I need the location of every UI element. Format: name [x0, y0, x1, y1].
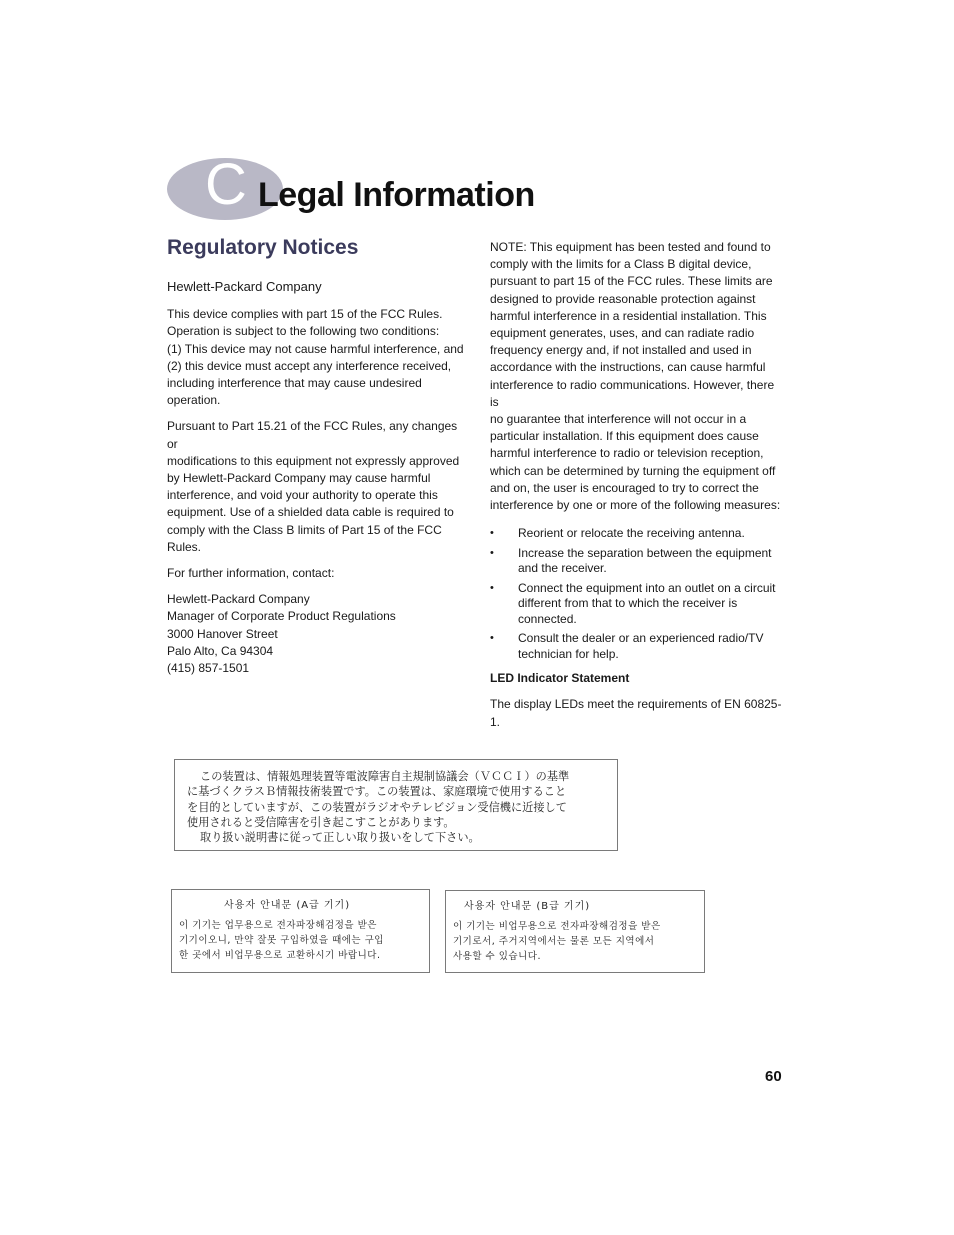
- list-item: [490, 526, 786, 542]
- vcci-notice-text: [187, 769, 615, 845]
- text-line: modifications to this equipment not expressly approved: [167, 453, 460, 468]
- text-line: 取り扱い説明書に従って正しい取り扱いをして下さい。: [200, 831, 480, 845]
- measure-text: Increase the separation between the equipment and the receiver.: [518, 545, 772, 576]
- measure-text: Connect the equipment into an outlet on a circuit different from that to which the receiver is connected.: [518, 580, 776, 626]
- list-item: [490, 546, 786, 577]
- text-line: 사용할 수 있습니다.: [453, 951, 541, 962]
- text-line: frequency energy and, if not installed and used in: [490, 343, 752, 358]
- notice-body: [453, 919, 701, 964]
- text-line: に基づくクラスＢ情報技術装置です。この装置は、家庭環境で使用すること: [187, 785, 567, 799]
- text-line: 한 곳에서 비업무용으로 교환하시기 바랍니다.: [179, 950, 381, 961]
- left-column: [167, 278, 467, 686]
- text-line: 기기이오니, 만약 잘못 구입하였을 때에는 구입: [179, 935, 384, 946]
- notice-title: 사용자 안내문 (B급 기기): [464, 901, 591, 912]
- text-line: 使用されると受信障害を引き起こすことがあります。: [187, 815, 455, 829]
- text-line: interference by one or more of the following measures:: [490, 498, 781, 513]
- measure-text: Reorient or relocate the receiving antenna.: [518, 526, 745, 541]
- text-line: この装置は、情報処理装置等電波障害自主規制協議会（ＶＣＣＩ）の基準: [200, 770, 570, 783]
- measures-list: [490, 526, 786, 662]
- text-line: particular installation. If this equipment does cause: [490, 429, 759, 444]
- text-line: designed to provide reasonable protection against: [490, 291, 756, 306]
- fcc-compliance-paragraph: [167, 306, 467, 409]
- text-line: including interference that may cause undesired: [167, 376, 422, 391]
- page-title: Legal Information: [258, 176, 535, 214]
- section-heading: Regulatory Notices: [167, 236, 359, 259]
- text-line: harmful interference in a residential installation. This: [490, 308, 767, 323]
- text-line: 이 기기는 비업무용으로 전자파장해검정을 받은: [453, 921, 661, 932]
- address-line: Manager of Corporate Product Regulations: [167, 609, 396, 624]
- text-line: operation.: [167, 393, 221, 408]
- chapter-letter: C: [205, 152, 247, 217]
- text-line: accordance with the instructions, can cause harmful: [490, 360, 766, 375]
- address-line: 3000 Hanover Street: [167, 626, 278, 641]
- text-line: interference to radio communications. However, there is: [490, 377, 775, 409]
- bullet-icon: •: [490, 527, 494, 540]
- address-line: Hewlett-Packard Company: [167, 592, 310, 607]
- led-heading: LED Indicator Statement: [490, 671, 630, 686]
- text-line: comply with the Class B limits of Part 15 of the FCC Rules.: [167, 522, 442, 554]
- text-line: harmful interference to radio or television reception,: [490, 446, 764, 461]
- text-line: 기기로서, 주거지역에서는 물론 모든 지역에서: [453, 936, 655, 947]
- note-paragraph: [490, 239, 786, 514]
- text-line: equipment generates, uses, and can radiate radio: [490, 326, 755, 341]
- text-line: pursuant to part 15 of the FCC rules. These limits are: [490, 274, 773, 289]
- measure-text: Consult the dealer or an experienced radio/TV technician for help.: [518, 631, 764, 661]
- led-text: The display LEDs meet the requirements of EN 60825-1.: [490, 697, 782, 729]
- korean-class-b-notice: [445, 890, 705, 973]
- phone-number: (415) 857-1501: [167, 661, 250, 676]
- text-line: comply with the limits for a Class B digital device,: [490, 257, 752, 272]
- text-line: を目的としていますが、この装置がラジオやテレビジョン受信機に近接して: [187, 800, 567, 814]
- text-line: equipment. Use of a shielded data cable is required to: [167, 505, 454, 520]
- contact-intro: For further information, contact:: [167, 566, 335, 581]
- company-name: Hewlett-Packard Company: [167, 279, 322, 294]
- list-item: [490, 581, 786, 628]
- text-line: (2) this device must accept any interference received,: [167, 358, 452, 373]
- list-item: [490, 631, 786, 662]
- text-line: Pursuant to Part 15.21 of the FCC Rules, any changes or: [167, 419, 458, 451]
- page-number: 60: [765, 1068, 782, 1085]
- text-line: NOTE: This equipment has been tested and found to: [490, 240, 771, 254]
- vcci-notice-box: [174, 759, 618, 851]
- notice-title: 사용자 안내문 (A급 기기): [224, 900, 351, 911]
- text-line: (1) This device may not cause harmful interference, and: [167, 341, 464, 356]
- text-line: 이 기기는 업무용으로 전자파장해검정을 받은: [179, 920, 377, 931]
- contact-address: [167, 591, 467, 677]
- korean-class-a-notice: [171, 889, 430, 973]
- text-line: This device complies with part 15 of the FCC Rules.: [167, 307, 443, 322]
- text-line: interference, and void your authority to operate this: [167, 488, 438, 503]
- bullet-icon: •: [490, 632, 494, 645]
- text-line: Operation is subject to the following two conditions:: [167, 324, 440, 339]
- text-line: no guarantee that interference will not occur in a: [490, 412, 747, 427]
- text-line: and on, the user is encouraged to try to correct the: [490, 480, 759, 495]
- pursuant-paragraph: [167, 418, 467, 556]
- right-column: [490, 239, 786, 731]
- bullet-icon: •: [490, 581, 494, 594]
- notice-body: [179, 918, 425, 963]
- address-line: Palo Alto, Ca 94304: [167, 643, 274, 658]
- text-line: which can be determined by turning the equipment off: [490, 463, 776, 478]
- bullet-icon: •: [490, 546, 494, 559]
- text-line: by Hewlett-Packard Company may cause harmful: [167, 471, 431, 486]
